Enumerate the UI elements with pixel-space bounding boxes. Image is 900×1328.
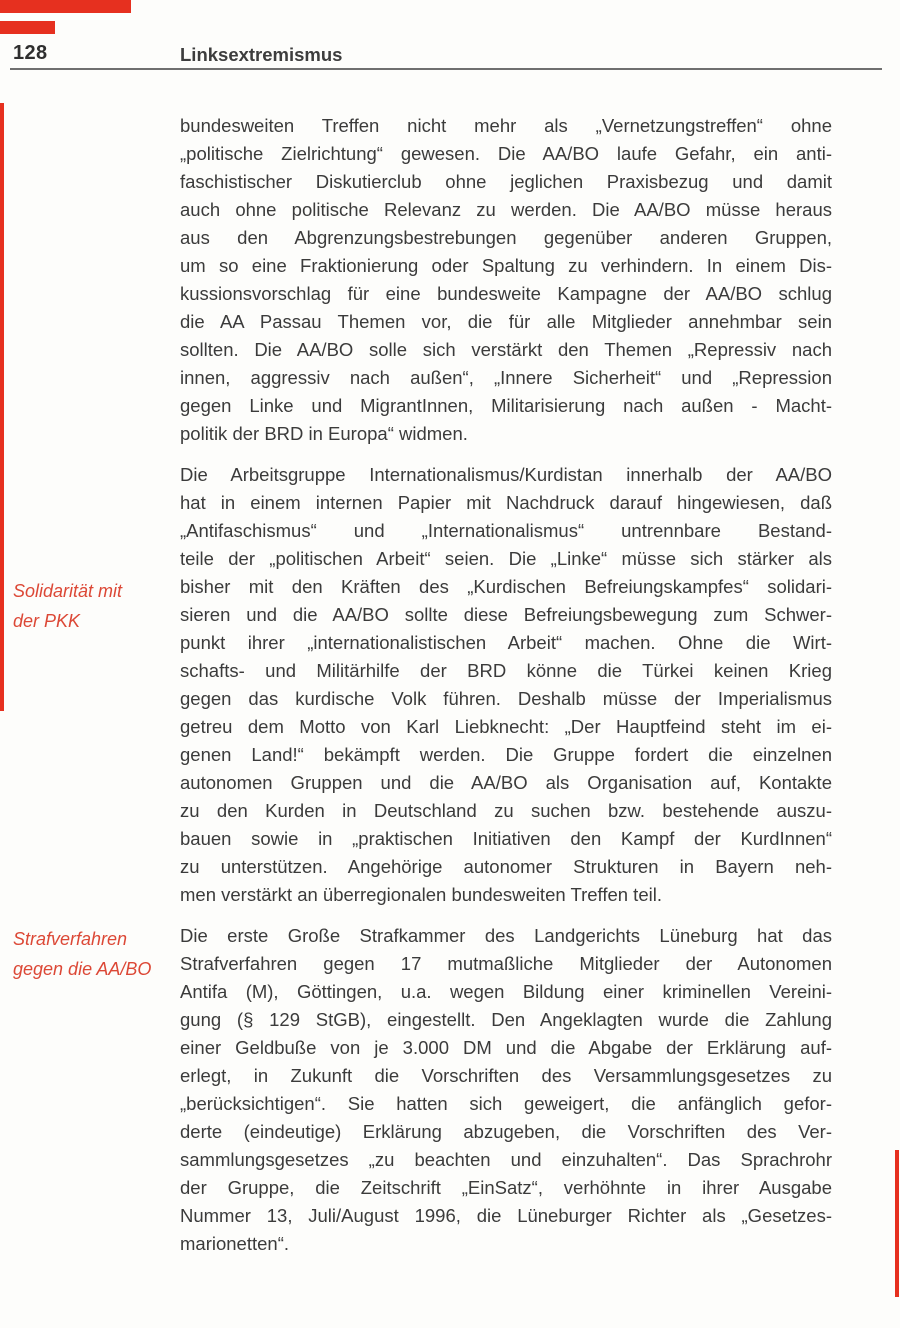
text-line: innen, aggressiv nach außen“, „Innere Sicherheit“ und „Repression [180, 367, 832, 388]
text-line: marionetten“. [180, 1233, 289, 1254]
text-line: Strafverfahren gegen 17 mutmaßliche Mitglieder der Autonomen [180, 953, 832, 974]
text-line: erlegt, in Zukunft die Vorschriften des Versammlungsgesetzes zu [180, 1065, 832, 1086]
left-margin-red-line [0, 103, 4, 711]
text-line: teile der „politischen Arbeit“ seien. Die „Linke“ müsse sich stärker als [180, 548, 832, 569]
text-line: Antifa (M), Göttingen, u.a. wegen Bildung einer kriminellen Vereini- [180, 981, 832, 1002]
text-line: aus den Abgrenzungsbestrebungen gegenüber anderen Gruppen, [180, 227, 832, 248]
margin-note-line: gegen die AA/BO [13, 959, 152, 979]
page-number: 128 [13, 42, 48, 64]
text-line: getreu dem Motto von Karl Liebknecht: „Der Hauptfeind steht im ei- [180, 716, 832, 737]
text-line: gung (§ 129 StGB), eingestellt. Den Angeklagten wurde die Zahlung [180, 1009, 832, 1030]
text-line: men verstärkt an überregionalen bundesweiten Treffen teil. [180, 884, 662, 905]
text-line: „politische Zielrichtung“ gewesen. Die AA/BO laufe Gefahr, ein anti- [180, 143, 832, 164]
text-line: einer Geldbuße von je 3.000 DM und die Abgabe der Erklärung auf- [180, 1037, 832, 1058]
text-line: zu den Kurden in Deutschland zu suchen bzw. bestehende auszu- [180, 800, 832, 821]
text-line: gegen Linke und MigrantInnen, Militarisierung nach außen - Macht- [180, 395, 832, 416]
text-line: um so eine Fraktionierung oder Spaltung zu verhindern. In einem Dis- [180, 255, 832, 276]
margin-note-line: Strafverfahren [13, 929, 128, 949]
text-line: hat in einem internen Papier mit Nachdruck darauf hingewiesen, daß [180, 492, 832, 513]
top-red-bar-long [0, 0, 131, 13]
text-line: politik der BRD in Europa“ widmen. [180, 423, 468, 444]
text-line: schafts- und Militärhilfe der BRD könne die Türkei keinen Krieg [180, 660, 832, 681]
paragraph [180, 112, 832, 448]
paragraph [180, 922, 832, 1258]
text-line: kussionsvorschlag für eine bundesweite Kampagne der AA/BO schlug [180, 283, 832, 304]
text-line: sammlungsgesetzes „zu beachten und einzuhalten“. Das Sprachrohr [180, 1149, 832, 1170]
text-line: Die Arbeitsgruppe Internationalismus/Kurdistan innerhalb der AA/BO [180, 464, 832, 485]
header-rule [10, 68, 882, 70]
text-line: Die erste Große Strafkammer des Landgerichts Lüneburg hat das [180, 925, 832, 946]
text-line: die AA Passau Themen vor, die für alle Mitglieder annehmbar sein [180, 311, 832, 332]
text-line: derte (eindeutige) Erklärung abzugeben, die Vorschriften des Ver- [180, 1121, 832, 1142]
text-line: bundesweiten Treffen nicht mehr als „Vernetzungstreffen“ ohne [180, 115, 832, 136]
text-line: zu unterstützen. Angehörige autonomer Strukturen in Bayern neh- [180, 856, 832, 877]
margin-note-line: der PKK [13, 611, 81, 631]
text-line: autonomen Gruppen und die AA/BO als Organisation auf, Kontakte [180, 772, 832, 793]
section-header: Linksextremismus [180, 44, 343, 65]
paragraph [180, 461, 832, 909]
text-line: bauen sowie in „praktischen Initiativen den Kampf der KurdInnen“ [180, 828, 832, 849]
margin-note-solidaritaet-pkk [13, 576, 175, 636]
text-line: genen Land!“ bekämpft werden. Die Gruppe fordert die einzelnen [180, 744, 832, 765]
text-line: auch ohne politische Relevanz zu werden. Die AA/BO müsse heraus [180, 199, 832, 220]
margin-note-line: Solidarität mit [13, 581, 123, 601]
text-line: der Gruppe, die Zeitschrift „EinSatz“, verhöhnte in ihrer Ausgabe [180, 1177, 832, 1198]
top-red-bar-short [0, 21, 55, 34]
body-text [180, 112, 832, 1271]
text-line: Nummer 13, Juli/August 1996, die Lüneburger Richter als „Gesetzes- [180, 1205, 832, 1226]
text-line: sieren und die AA/BO sollte diese Befreiungsbewegung zum Schwer- [180, 604, 832, 625]
text-line: „Antifaschismus“ und „Internationalismus“ untrennbare Bestand- [180, 520, 832, 541]
text-line: punkt ihrer „internationalistischen Arbeit“ machen. Ohne die Wirt- [180, 632, 832, 653]
text-line: „berücksichtigen“. Sie hatten sich geweigert, die anfänglich gefor- [180, 1093, 832, 1114]
text-line: sollten. Die AA/BO solle sich verstärkt den Themen „Repressiv nach [180, 339, 832, 360]
text-line: bisher mit den Kräften des „Kurdischen Befreiungskampfes“ solidari- [180, 576, 832, 597]
margin-note-strafverfahren-aabo [13, 924, 175, 984]
right-margin-red-line [895, 1150, 899, 1297]
text-line: gegen das kurdische Volk führen. Deshalb müsse der Imperialismus [180, 688, 832, 709]
text-line: faschistischer Diskutierclub ohne jeglichen Praxisbezug und damit [180, 171, 832, 192]
